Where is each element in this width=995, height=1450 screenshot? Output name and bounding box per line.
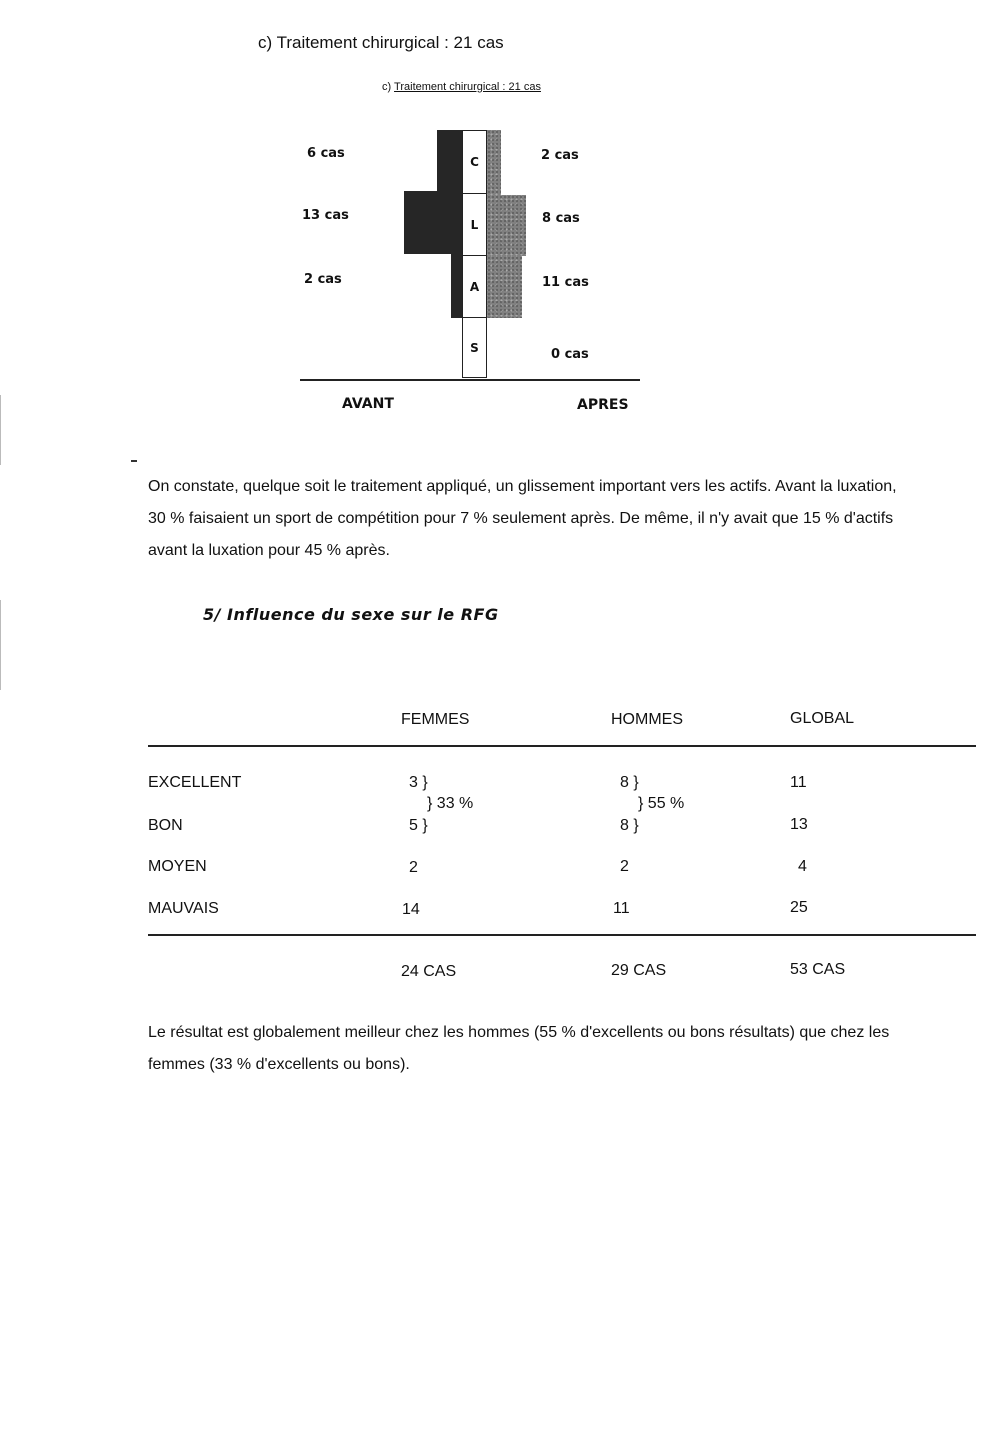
global-bon: 13 [790,816,808,833]
chart-baseline [300,379,640,381]
bar-avant-a [451,254,462,318]
apres-label-a: 11 cas [542,275,589,290]
global-mauvais: 25 [790,899,808,916]
apres-label-s: 0 cas [551,347,589,362]
apres-label-l: 8 cas [542,211,580,226]
hommes-mauvais: 11 [613,900,630,917]
col-header-hommes: HOMMES [611,711,683,728]
scan-edge-mark [0,395,1,465]
axis-label-apres: APRES [577,397,629,413]
bar-apres-l [487,195,526,256]
avant-label-a: 2 cas [304,272,342,287]
bar-avant-l [404,191,462,254]
global-moyen: 4 [798,858,807,875]
col-header-global: GLOBAL [790,710,855,727]
femmes-excellent: 3 } [409,774,428,791]
table-bottom-rule [148,934,976,936]
category-column [462,130,487,378]
total-global: 53 CAS [790,961,846,978]
chart-caption-prefix: c) [382,81,392,93]
paragraph-2 [148,1017,988,1081]
category-s: S [470,341,479,355]
bar-apres-a [487,256,522,318]
row-label-moyen: MOYEN [148,858,207,875]
femmes-mauvais: 14 [402,901,420,918]
paragraph-2-line-1: Le résultat est globalement meilleur chez les hommes (55 % d'excellents ou bons résultats) que chez les [148,1024,890,1041]
total-hommes: 29 CAS [611,962,667,979]
avant-label-l: 13 cas [302,208,349,223]
chart-caption-text: Traitement chirurgical : 21 cas [394,81,541,93]
femmes-brace-percent: } 33 % [427,795,474,812]
category-l: L [463,194,486,256]
paragraph-1-line-2: 30 % faisaient un sport de compétition pour 7 % seulement après. De même, il n'y avait que 15 % d'actifs [148,510,894,527]
heading-text: c) Traitement chirurgical : 21 cas [258,33,504,52]
table-top-rule [148,745,976,747]
chart-caption [382,81,541,93]
hommes-bon: 8 } [620,817,639,834]
axis-label-avant: AVANT [342,396,394,412]
hommes-brace-percent: } 55 % [638,795,685,812]
total-femmes: 24 CAS [401,963,457,980]
hommes-moyen: 2 [620,858,629,875]
category-a: A [463,256,486,318]
bar-apres-c [487,130,501,195]
apres-label-c: 2 cas [541,148,579,163]
femmes-moyen: 2 [409,859,418,876]
section-title: 5/ Influence du sexe sur le RFG [203,605,499,624]
hommes-excellent: 8 } [620,774,639,791]
paragraph-1-line-1: On constate, quelque soit le traitement appliqué, un glissement important vers les actifs. Avant la luxation, [148,478,897,495]
paragraph-1 [148,471,988,567]
category-c: C [463,131,486,194]
paragraph-1-line-3: avant la luxation pour 45 % après. [148,542,390,559]
section-heading [258,33,504,53]
bar-avant-c [437,130,462,194]
row-label-mauvais: MAUVAIS [148,900,219,917]
row-label-excellent: EXCELLENT [148,774,242,791]
global-excellent: 11 [790,774,807,791]
scan-edge-mark [0,600,1,690]
avant-label-c: 6 cas [307,146,345,161]
margin-dash [131,460,137,462]
paragraph-2-line-2: femmes (33 % d'excellents ou bons). [148,1056,410,1073]
row-label-bon: BON [148,817,183,834]
femmes-bon: 5 } [409,817,428,834]
col-header-femmes: FEMMES [401,711,470,728]
